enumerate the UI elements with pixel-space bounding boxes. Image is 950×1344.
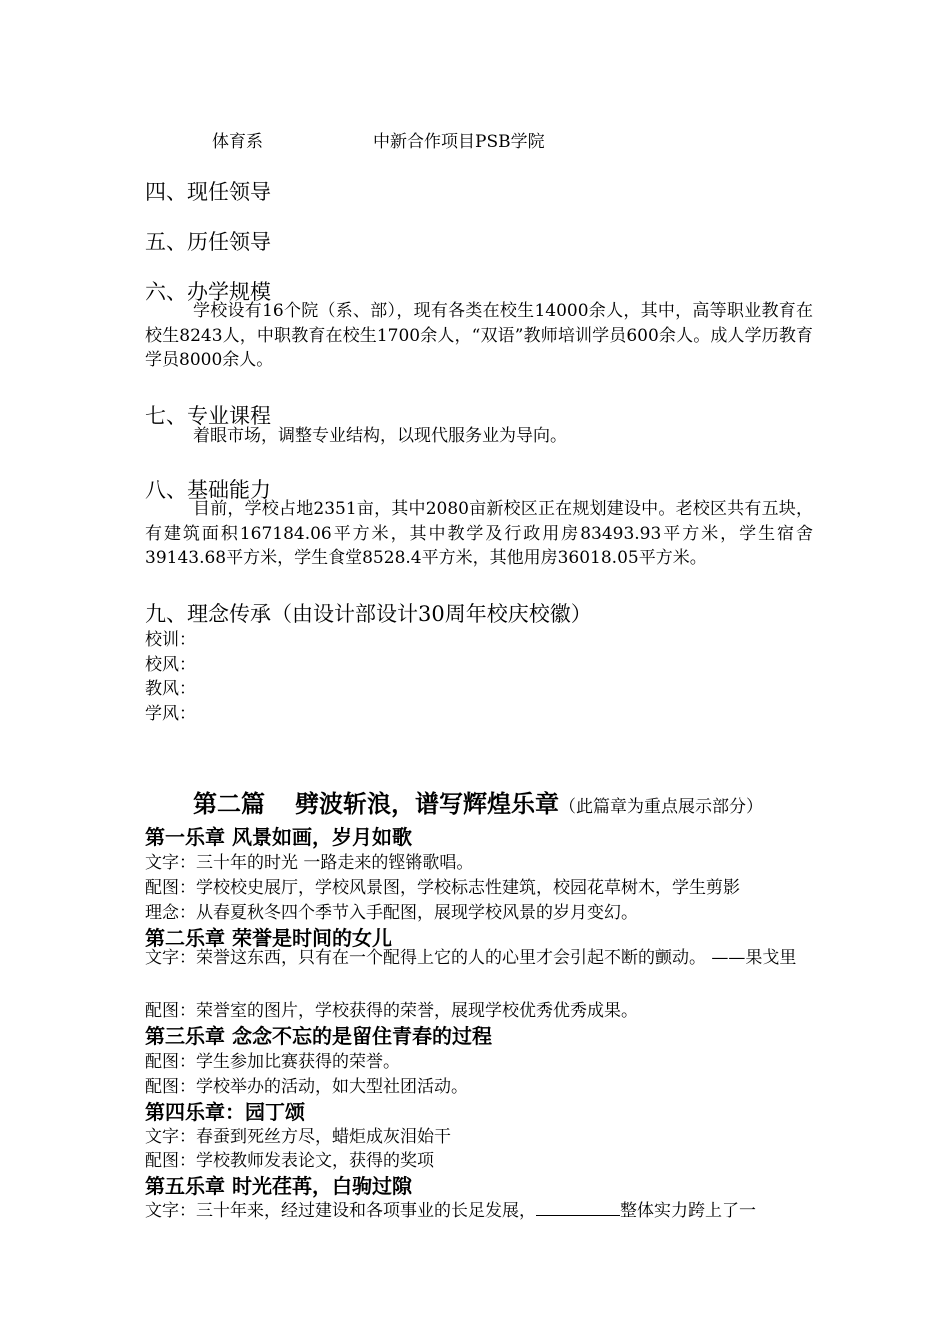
- section-heading-philosophy: 九、理念传承（由设计部设计30周年校庆校徽）: [145, 602, 592, 626]
- chapter-1-title: 第一乐章 风景如画，岁月如歌: [145, 825, 412, 849]
- teaching-style-label: 教风：: [145, 679, 196, 699]
- section-heading-courses: 七、专业课程: [145, 404, 271, 428]
- section-heading-former-leaders: 五、历任领导: [145, 230, 271, 254]
- department-sports: 体育系: [212, 132, 263, 152]
- chapter-5-text: [145, 1196, 756, 1221]
- courses-paragraph: 着眼市场，调整专业结构，以现代服务业为导向。: [193, 426, 567, 446]
- study-style-label: 学风：: [145, 704, 196, 724]
- school-spirit-label: 校风：: [145, 655, 196, 675]
- section-heading-current-leaders: 四、现任领导: [145, 180, 271, 204]
- chapter-3-image-2: 配图：学校举办的活动，如大型社团活动。: [145, 1077, 468, 1097]
- infrastructure-paragraph: 目前，学校占地2351亩，其中2080亩新校区正在规划建设中。老校区共有五块，有建筑面积167184.06平方米，其中教学及行政用房83493.93平方米，学生宿舍39143.68平方米，学生食堂8528.4平方米，其他用房36018.05平方米。: [145, 499, 813, 568]
- chapter-4-text: 文字：春蚕到死丝方尽，蜡炬成灰泪始干: [145, 1127, 451, 1147]
- chapter-2-title: 第二乐章 荣誉是时间的女儿: [145, 926, 392, 950]
- chapter-1-image: 配图：学校校史展厅，学校风景图，学校标志性建筑，校园花草树木，学生剪影: [145, 878, 740, 898]
- chapter-1-idea: 理念：从春夏秋冬四个季节入手配图，展现学校风景的岁月变幻。: [145, 903, 638, 923]
- chapter-4-title: 第四乐章：园丁颂: [145, 1100, 305, 1124]
- chapter-1-text: 文字：三十年的时光 一路走来的铿锵歌唱。: [145, 853, 474, 873]
- part-note: （此篇章为重点展示部分）: [559, 797, 763, 817]
- chapter-2-image: 配图：荣誉室的图片，学校获得的荣誉，展现学校优秀优秀成果。: [145, 1001, 638, 1021]
- section-heading-school-scale: 六、办学规模: [145, 280, 271, 304]
- chapter-5-text-end: 整体实力跨上了一: [620, 1201, 756, 1221]
- chapter-4-image: 配图：学校教师发表论文，获得的奖项: [145, 1151, 434, 1171]
- section-heading-infrastructure: 八、基础能力: [145, 478, 271, 502]
- part-two-title: [193, 784, 763, 819]
- chapter-5-title: 第五乐章 时光荏苒，白驹过隙: [145, 1174, 412, 1198]
- school-scale-paragraph: 学校设有16个院（系、部），现有各类在校生14000余人，其中，高等职业教育在校生8243人，中职教育在校生1700余人，“双语”教师培训学员600余人。成人学历教育学员8000余人。: [145, 301, 813, 370]
- chapter-5-text-start: 文字：三十年来，经过建设和各项事业的长足发展，: [145, 1201, 536, 1221]
- department-psb: 中新合作项目PSB学院: [373, 132, 545, 152]
- chapter-3-title: 第三乐章 念念不忘的是留住青春的过程: [145, 1024, 492, 1048]
- chapter-2-text: 文字：荣誉这东西，只有在一个配得上它的人的心里才会引起不断的颤动。 ——果戈里: [145, 948, 797, 968]
- part-heading: 劈波斩浪，谱写辉煌乐章: [295, 789, 559, 818]
- fill-in-blank: [536, 1199, 620, 1216]
- motto-label: 校训：: [145, 630, 196, 650]
- part-number: 第二篇: [193, 789, 265, 818]
- chapter-3-image-1: 配图：学生参加比赛获得的荣誉。: [145, 1052, 400, 1072]
